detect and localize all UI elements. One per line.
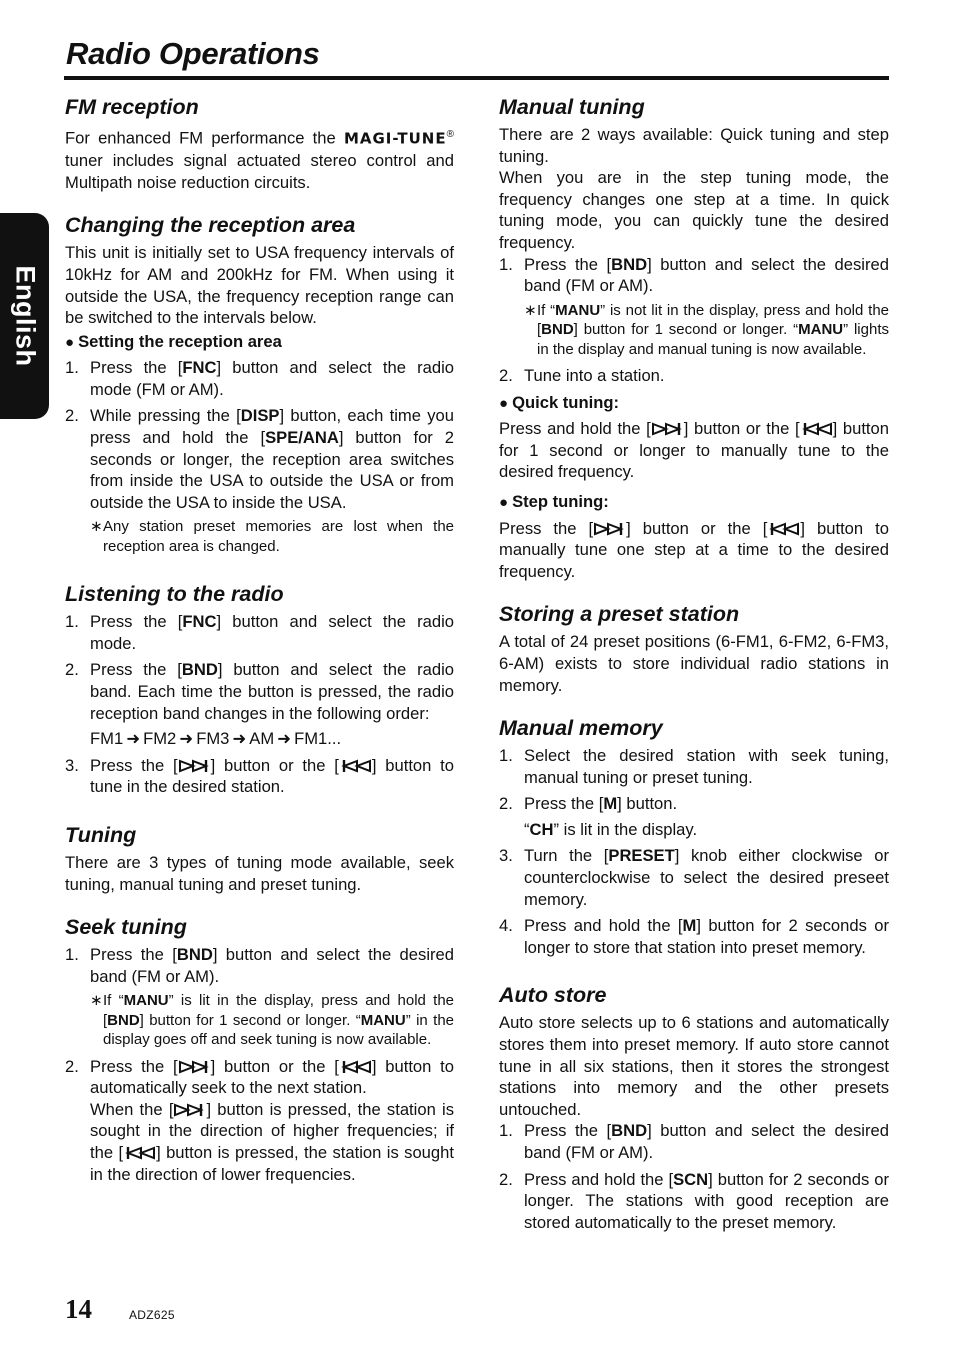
key-label: BND — [611, 1121, 648, 1141]
right-arrow-icon: ➜ — [126, 729, 141, 749]
note-text: Any station preset memories are lost when the reception area is changed. — [103, 518, 454, 555]
text-run: ] button is pressed, the station is sought in the direction of higher frequencies; if the [ — [90, 1099, 455, 1162]
text-run: Press the [ — [524, 794, 604, 814]
text-run: Press and hold the [ — [524, 916, 683, 936]
text-run: ” in the display goes off and seek tuning is now available. — [103, 1011, 454, 1049]
list-item — [499, 1120, 889, 1163]
changing-area-section — [65, 212, 454, 556]
title-rule — [64, 76, 889, 80]
step-number: 1. — [65, 358, 79, 378]
band-label: FM3 — [196, 729, 230, 749]
note-star: ∗ — [90, 992, 103, 1010]
text-run: ” is not lit in the display, press and hold the [ — [537, 301, 889, 339]
magi-tune-logo: MAGI-TUNE — [343, 129, 447, 148]
text-run: ] button. — [617, 794, 678, 814]
step-tuning-text — [499, 518, 889, 583]
left-column — [65, 94, 454, 1190]
auto-store-section — [499, 982, 889, 1233]
text-run: ” is lit in the display. — [553, 819, 698, 839]
text-run: ] button, each time you press and hold the [ — [90, 406, 454, 448]
text-run: Press the [ — [90, 358, 183, 378]
step-number: 2. — [65, 406, 79, 426]
page-number: 14 — [65, 1294, 92, 1324]
manual-tuning-section — [499, 94, 889, 582]
list-item — [499, 745, 889, 788]
text-run: ” is lit in the display, press and hold the [ — [103, 992, 455, 1029]
list-item — [65, 611, 454, 654]
manual-memory-steps — [499, 745, 889, 958]
seek-tuning-heading: Seek tuning — [65, 915, 187, 940]
changing-area-intro: This unit is initially set to USA frequency intervals of 10kHz for AM and 200kHz for FM. When using it outside the USA, the frequency reception range can be switched to the intervals below. — [65, 243, 454, 328]
fast-forward-icon — [173, 1103, 206, 1117]
right-arrow-icon: ➜ — [179, 729, 194, 749]
text-run: ] button and select the desired band (FM or AM). — [524, 254, 889, 296]
key-label: CH — [529, 819, 554, 839]
step-number: 2. — [499, 794, 513, 814]
step-number: 2. — [65, 660, 79, 680]
text-run: Press the [ — [524, 1121, 612, 1141]
registered-mark: ® — [446, 129, 454, 140]
band-order — [90, 728, 454, 750]
list-item — [499, 845, 889, 910]
text-run: ] button or the [ — [683, 419, 800, 439]
text-run: Press the [ — [499, 518, 594, 538]
text-run: ] button or the [ — [210, 755, 339, 775]
text-run: Press the [ — [524, 254, 612, 274]
text-run: ] button for 1 second or longer. “ — [139, 1011, 361, 1029]
text-run: Tune into a station. — [524, 365, 665, 385]
key-label: FNC — [182, 358, 217, 378]
fm-reception-text — [65, 124, 454, 193]
manual-tuning-heading: Manual tuning — [499, 95, 645, 119]
rewind-icon — [339, 1060, 372, 1074]
key-label: M — [682, 916, 697, 936]
ch-indicator-text — [524, 819, 889, 841]
tuning-heading: Tuning — [65, 823, 137, 847]
key-label: BND — [181, 660, 218, 680]
setting-area-steps — [65, 357, 454, 556]
right-column — [499, 94, 889, 1238]
band-label: FM1 — [90, 729, 124, 749]
text-run: If “ — [103, 992, 124, 1010]
text-run: Press the [ — [90, 612, 183, 632]
list-item — [65, 1056, 454, 1186]
step-number: 1. — [65, 612, 79, 632]
text-run: Turn the [ — [524, 846, 609, 866]
language-tab-label: English — [10, 265, 40, 367]
band-label: FM1... — [294, 729, 342, 749]
step-number: 1. — [65, 945, 79, 965]
text-run: ] button for 2 seconds or longer. The stations with good reception are stored automatically to the preset memory. — [524, 1169, 889, 1232]
text-run: ] button for 2 seconds or longer, the reception area switches from inside the USA to outside the USA or from outside the USA to inside the USA. — [90, 428, 454, 512]
model-number: ADZ625 — [129, 1308, 175, 1322]
auto-store-intro: Auto store selects up to 6 stations and automatically stores them into preset memory. If auto store cannot tune in all six stations, then it stores the strongest stations into memory and the other presets untouched. — [499, 1013, 889, 1119]
rewind-icon — [767, 522, 800, 536]
text-run: ] button and select the radio band. Each time the button is pressed, the radio reception band changes in the following order: — [90, 660, 454, 723]
key-label: FNC — [182, 612, 217, 632]
list-item — [65, 755, 454, 798]
key-label: BND — [176, 945, 213, 965]
quick-tuning-text — [499, 418, 889, 483]
rewind-icon — [800, 422, 833, 436]
band-label: FM2 — [143, 729, 177, 749]
manual-tuning-steps — [499, 254, 889, 387]
text-run: ] button and select the desired band (FM or AM). — [90, 945, 454, 986]
list-item — [65, 357, 454, 400]
note — [524, 301, 889, 359]
manual-memory-heading: Manual memory — [499, 716, 663, 741]
bullet-icon: ● — [65, 333, 75, 351]
setting-area-subheading — [65, 331, 454, 354]
fast-forward-icon — [593, 522, 626, 536]
bullet-icon: ● — [499, 394, 509, 412]
note — [90, 991, 454, 1049]
storing-section — [499, 601, 889, 696]
text-run: When the [ — [90, 1099, 174, 1119]
text-run: Select the desired station with seek tuning, manual tuning or preset tuning. — [524, 746, 889, 787]
list-item — [499, 254, 889, 359]
step-number: 1. — [499, 746, 513, 766]
text-run: ] button and select the desired band (FM or AM). — [524, 1121, 889, 1162]
manual-tuning-intro-1: There are 2 ways available: Quick tuning and step tuning. — [499, 125, 889, 166]
list-item — [499, 365, 889, 387]
key-label: MANU — [360, 1011, 406, 1029]
text-run: Press the [ — [90, 945, 177, 965]
band-label: AM — [249, 729, 275, 749]
key-label: DISP — [240, 406, 280, 426]
tuning-text: There are 3 types of tuning mode available, seek tuning, manual tuning and preset tuning. — [65, 853, 454, 894]
text-run: ] button and select the radio mode (FM or AM). — [90, 358, 454, 399]
text-run: ] button for 1 second or longer. “ — [573, 321, 799, 339]
key-label: BND — [611, 254, 648, 274]
listening-steps — [65, 611, 454, 798]
fm-reception-section — [65, 94, 454, 193]
fast-forward-icon — [178, 759, 211, 773]
seek-tuning-steps — [65, 944, 454, 1185]
key-label: MANU — [555, 301, 601, 319]
note — [90, 517, 454, 556]
listening-section — [65, 581, 454, 798]
storing-heading: Storing a preset station — [499, 602, 740, 627]
key-label: MANU — [123, 992, 169, 1010]
text-run: ] button to manually tune one step at a time to the desired frequency. — [499, 518, 889, 581]
step-number: 3. — [499, 846, 513, 866]
list-item — [499, 793, 889, 840]
list-item — [499, 915, 889, 958]
step-tuning-subheading — [499, 491, 889, 514]
quick-tuning-subheading — [499, 392, 889, 415]
fast-forward-icon — [651, 422, 684, 436]
text-run: ] button to tune in the desired station. — [90, 755, 454, 797]
rewind-icon — [123, 1146, 156, 1160]
text-run: While pressing the [ — [90, 406, 241, 426]
subheading-text: Quick tuning: — [512, 392, 619, 412]
seek-direction-text — [90, 1099, 454, 1185]
language-tab — [0, 213, 49, 419]
listening-heading: Listening to the radio — [65, 582, 284, 607]
page-title: Radio Operations — [66, 36, 320, 71]
text-run: ] knob either clockwise or counterclockwise to select the desired preseet memory. — [524, 846, 889, 909]
text-run: For enhanced FM performance the — [65, 128, 336, 148]
subheading-text: Step tuning: — [512, 491, 609, 511]
key-label: BND — [541, 321, 574, 339]
key-label: M — [603, 794, 618, 814]
text-run: ] button and select the radio mode. — [90, 612, 454, 653]
manual-memory-section — [499, 715, 889, 958]
key-label: PRESET — [608, 846, 675, 866]
text-run: ] button or the [ — [210, 1056, 339, 1076]
key-label: BND — [107, 1011, 140, 1029]
step-number: 3. — [65, 755, 79, 775]
list-item — [65, 659, 454, 749]
storing-text: A total of 24 preset positions (6-FM1, 6-FM2, 6-FM3, 6-AM) exists to store individual radio stations in memory. — [499, 632, 889, 695]
auto-store-steps — [499, 1120, 889, 1233]
text-run: Press the [ — [90, 1056, 178, 1076]
note-star: ∗ — [90, 518, 103, 536]
text-run: ] button or the [ — [626, 518, 768, 538]
text-run: ” lights in the display and manual tuning is now available. — [537, 321, 889, 358]
text-run: Press the [ — [90, 755, 178, 775]
key-label: SCN — [673, 1169, 709, 1189]
text-run: Press the [ — [90, 660, 182, 680]
step-number: 1. — [499, 254, 513, 274]
text-run: Press and hold the [ — [524, 1169, 674, 1189]
right-arrow-icon: ➜ — [277, 729, 292, 749]
key-label: SPE/ANA — [265, 428, 339, 448]
step-number: 1. — [499, 1121, 513, 1141]
text-run: tuner includes signal actuated stereo control and Multipath noise reduction circuits. — [65, 151, 454, 192]
step-number: 2. — [499, 1169, 513, 1189]
manual-tuning-intro-2: When you are in the step tuning mode, the frequency changes one step at a time. In quick tuning mode, you can quickly tune the desired frequency. — [499, 168, 889, 252]
note-star: ∗ — [524, 301, 537, 319]
step-number: 4. — [499, 916, 513, 936]
text-run: “ — [524, 819, 530, 839]
list-item — [65, 405, 454, 556]
tuning-section — [65, 822, 454, 895]
right-arrow-icon: ➜ — [232, 729, 247, 749]
key-label: MANU — [798, 321, 844, 339]
list-item — [499, 1169, 889, 1234]
auto-store-heading: Auto store — [499, 983, 607, 1008]
text-run: ] button is pressed, the station is sought in the direction of lower frequencies. — [90, 1142, 454, 1184]
fm-reception-heading: FM reception — [65, 95, 199, 119]
text-run: If “ — [537, 301, 556, 319]
text-run: Press and hold the [ — [499, 419, 651, 439]
subheading-text: Setting the reception area — [78, 331, 282, 351]
bullet-icon: ● — [499, 493, 509, 511]
text-run: ] button to automatically seek to the next station. — [90, 1056, 454, 1098]
step-number: 2. — [65, 1056, 79, 1076]
list-item — [65, 944, 454, 1049]
changing-area-heading: Changing the reception area — [65, 213, 356, 238]
fast-forward-icon — [178, 1060, 211, 1074]
step-number: 2. — [499, 365, 513, 385]
text-run: ] button for 2 seconds or longer to store that station into preset memory. — [524, 916, 890, 957]
seek-tuning-section — [65, 914, 454, 1185]
text-run: ] button for 1 second or longer to manually tune to the desired frequency. — [499, 419, 889, 482]
rewind-icon — [339, 759, 372, 773]
